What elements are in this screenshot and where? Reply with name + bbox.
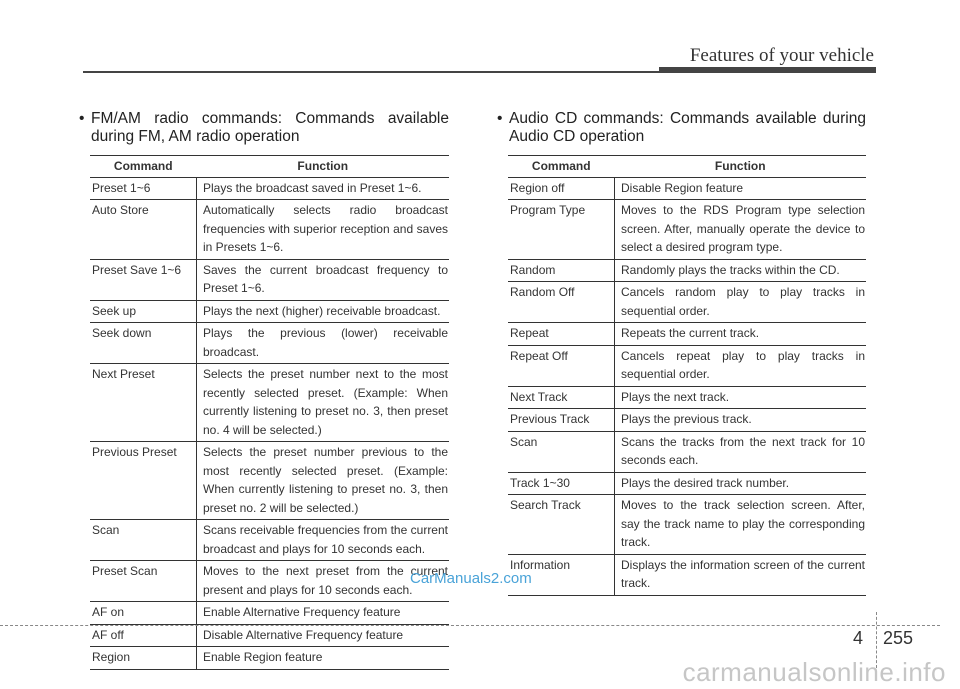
function-cell: Plays the previous (lower) receivable broadcast. xyxy=(197,323,450,364)
command-cell: Repeat Off xyxy=(508,345,615,386)
function-column-header: Function xyxy=(615,156,867,178)
command-cell: Search Track xyxy=(508,495,615,555)
function-cell: Automatically selects radio broadcast frequencies with superior reception and saves in Presets 1~6. xyxy=(197,200,450,260)
command-cell: Repeat xyxy=(508,323,615,346)
table-row xyxy=(508,323,866,346)
fm-am-command-table xyxy=(90,155,449,670)
function-cell: Plays the next track. xyxy=(615,386,867,409)
function-cell: Disable Region feature xyxy=(615,177,867,200)
function-cell: Enable Region feature xyxy=(197,647,450,670)
header-rule xyxy=(83,71,659,73)
audio-cd-section xyxy=(497,110,866,596)
watermark-carmanuals2: CarManuals2.com xyxy=(410,570,532,587)
command-cell: Region xyxy=(90,647,197,670)
bullet-icon: • xyxy=(79,110,85,127)
bullet-icon: • xyxy=(497,110,503,127)
table-row xyxy=(508,472,866,495)
command-cell: Program Type xyxy=(508,200,615,260)
command-cell: Seek up xyxy=(90,300,197,323)
function-cell: Saves the current broadcast frequency to Preset 1~6. xyxy=(197,259,450,300)
table-row xyxy=(90,520,449,561)
table-row xyxy=(90,259,449,300)
command-cell: AF on xyxy=(90,602,197,625)
table-header-row xyxy=(508,156,866,178)
audio-cd-table-body xyxy=(508,177,866,595)
command-cell: Previous Preset xyxy=(90,442,197,520)
header-rule-accent xyxy=(659,67,876,73)
fm-am-intro xyxy=(79,110,449,146)
command-cell: Random xyxy=(508,259,615,282)
command-cell: Random Off xyxy=(508,282,615,323)
table-header-row xyxy=(90,156,449,178)
command-cell: Next Preset xyxy=(90,364,197,442)
command-cell: Track 1~30 xyxy=(508,472,615,495)
function-cell: Moves to the RDS Program type selection screen. After, manually operate the device to select a desired program type. xyxy=(615,200,867,260)
function-cell: Scans the tracks from the next track for 10 seconds each. xyxy=(615,431,867,472)
table-row xyxy=(508,554,866,595)
function-cell: Scans receivable frequencies from the current broadcast and plays for 10 seconds each. xyxy=(197,520,450,561)
table-row xyxy=(90,602,449,625)
function-cell: Randomly plays the tracks within the CD. xyxy=(615,259,867,282)
table-row xyxy=(508,386,866,409)
function-cell: Moves to the track selection screen. After, say the track name to play the corresponding track. xyxy=(615,495,867,555)
function-cell: Cancels repeat play to play tracks in sequential order. xyxy=(615,345,867,386)
table-row xyxy=(508,495,866,555)
function-cell: Cancels random play to play tracks in sequential order. xyxy=(615,282,867,323)
table-row xyxy=(508,431,866,472)
command-column-header: Command xyxy=(508,156,615,178)
fm-am-intro-text: FM/AM radio commands: Commands available during FM, AM radio operation xyxy=(91,110,449,145)
table-row xyxy=(508,200,866,260)
chapter-number: 4 xyxy=(853,628,864,648)
footer-dashed-rule xyxy=(0,625,940,626)
table-row xyxy=(90,624,449,647)
page-number: 255 xyxy=(883,628,914,648)
function-column-header: Function xyxy=(197,156,450,178)
command-column-header: Command xyxy=(90,156,197,178)
page-header-title: Features of your vehicle xyxy=(689,45,874,66)
command-cell: Information xyxy=(508,554,615,595)
command-cell: Preset 1~6 xyxy=(90,177,197,200)
table-row xyxy=(90,323,449,364)
command-cell: Scan xyxy=(508,431,615,472)
command-cell: Preset Scan xyxy=(90,561,197,602)
table-row xyxy=(508,345,866,386)
fm-am-table-body xyxy=(90,177,449,669)
command-cell: Region off xyxy=(508,177,615,200)
function-cell: Moves to the next preset from the current present and plays for 10 seconds each. xyxy=(197,561,450,602)
audio-cd-command-table xyxy=(508,155,866,596)
table-row xyxy=(90,300,449,323)
table-row xyxy=(508,259,866,282)
fm-am-section xyxy=(79,110,449,670)
command-cell: AF off xyxy=(90,624,197,647)
table-row xyxy=(90,647,449,670)
function-cell: Enable Alternative Frequency feature xyxy=(197,602,450,625)
function-cell: Disable Alternative Frequency feature xyxy=(197,624,450,647)
function-cell: Plays the broadcast saved in Preset 1~6. xyxy=(197,177,450,200)
function-cell: Repeats the current track. xyxy=(615,323,867,346)
table-row xyxy=(508,409,866,432)
function-cell: Selects the preset number previous to the most recently selected preset. (Example: When currently listening to preset no. 3, then preset no. 2 will be selected.) xyxy=(197,442,450,520)
command-cell: Next Track xyxy=(508,386,615,409)
command-cell: Auto Store xyxy=(90,200,197,260)
table-row xyxy=(90,177,449,200)
function-cell: Displays the information screen of the current track. xyxy=(615,554,867,595)
table-row xyxy=(90,364,449,442)
function-cell: Selects the preset number next to the most recently selected preset. (Example: When currently listening to preset no. 3, then preset no. 4 will be selected.) xyxy=(197,364,450,442)
command-cell: Scan xyxy=(90,520,197,561)
table-row xyxy=(508,282,866,323)
audio-cd-intro-text: Audio CD commands: Commands available during Audio CD operation xyxy=(509,110,866,145)
table-row xyxy=(90,442,449,520)
command-cell: Seek down xyxy=(90,323,197,364)
function-cell: Plays the previous track. xyxy=(615,409,867,432)
audio-cd-intro xyxy=(497,110,866,146)
function-cell: Plays the next (higher) receivable broadcast. xyxy=(197,300,450,323)
table-row xyxy=(508,177,866,200)
command-cell: Previous Track xyxy=(508,409,615,432)
watermark-carmanualsonline: carmanualsonline.info xyxy=(682,657,946,687)
function-cell: Plays the desired track number. xyxy=(615,472,867,495)
table-row xyxy=(90,561,449,602)
table-row xyxy=(90,200,449,260)
command-cell: Preset Save 1~6 xyxy=(90,259,197,300)
